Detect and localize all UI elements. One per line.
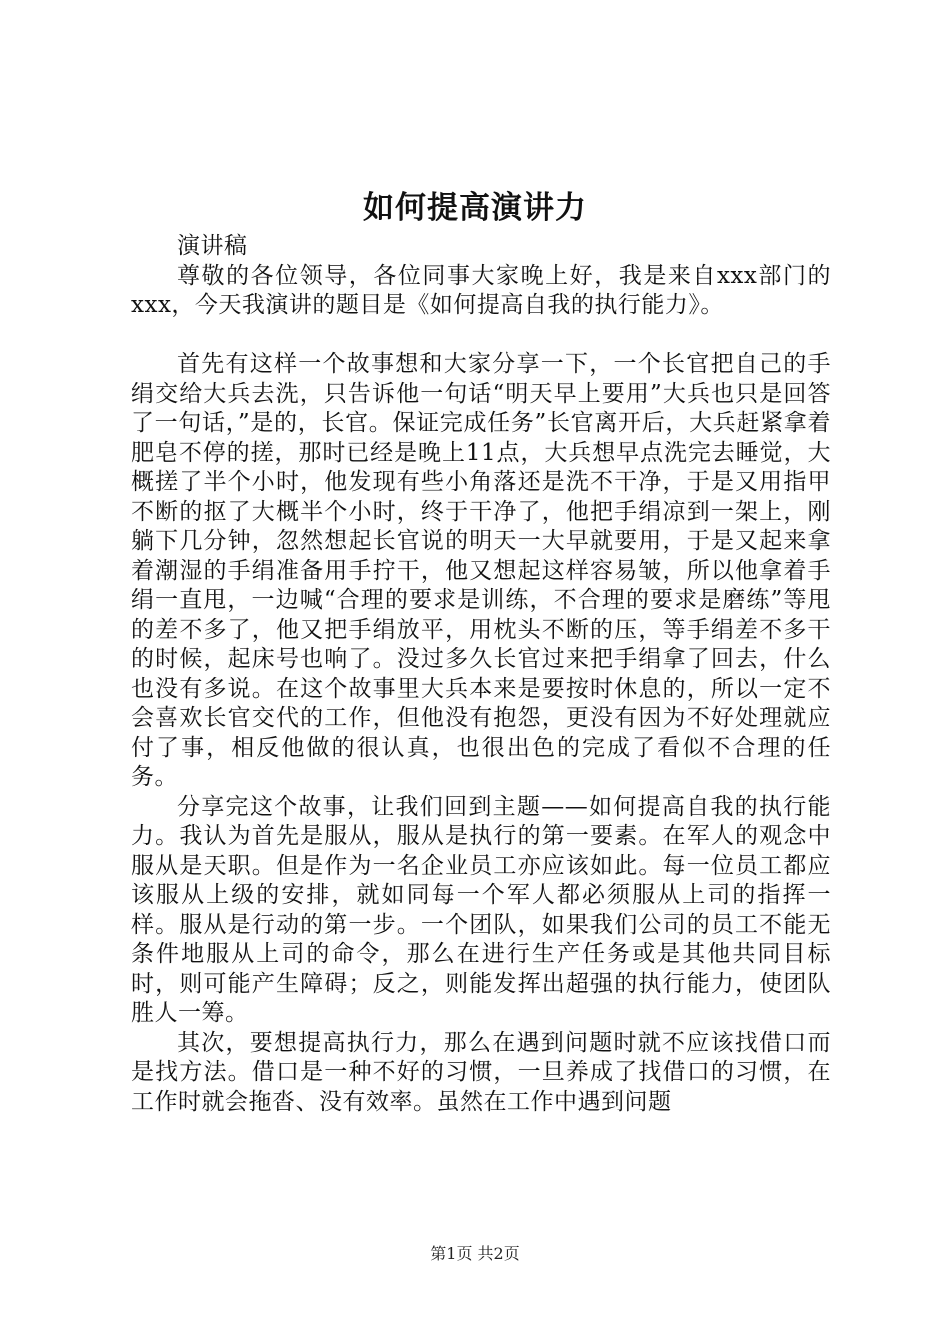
paragraph-obedience: 分享完这个故事，让我们回到主题——如何提高自我的执行能力。我认为首先是服从，服从是执行的第一要素。在军人的观念中服从是天职。但是作为一名企业员工亦应该如此。每一位员工都应该服从上级的安排，就如同每一个军人都必须服从上司的指挥一样。服从是行动的第一步。一个团队，如果我们公司的员工不能无条件地服从上司的命令，那么在进行生产任务或是其他共同目标时，则可能产生障碍；反之，则能发挥出超强的执行能力，使团队胜人一筹。 xyxy=(131,793,831,1026)
paragraph-no-excuses: 其次，要想提高执行力，那么在遇到问题时就不应该找借口而是找方法。借口是一种不好的习惯，一旦养成了找借口的习惯，在工作时就会拖沓、没有效率。虽然在工作中遇到问题 xyxy=(131,1029,831,1115)
paragraph-story: 首先有这样一个故事想和大家分享一下，一个长官把自己的手绢交给大兵去洗，只告诉他一句话“明天早上要用”大兵也只是回答了一句话，”是的，长官。保证完成任务”长官离开后，大兵赶紧拿着肥皂不停的搓，那时已经是晚上11点，大兵想早点洗完去睡觉，大概搓了半个小时，他发现有些小角落还是洗不干净，于是又用指甲不断的抠了大概半个小时，终于干净了，他把手绢凉到一架上，刚躺下几分钟，忽然想起长官说的明天一大早就要用，于是又起来拿着潮湿的手绢准备用手拧干，他又想起这样容易皱，所以他拿着手绢一直甩，一边喊“合理的要求是训练，不合理的要求是磨练”等甩的差不多了，他又把手绢放平，用枕头不断的压，等手绢差不多干的时候，起床号也响了。没过多久长官过来把手绢拿了回去，什么也没有多说。在这个故事里大兵本来是要按时休息的，所以一定不会喜欢长官交代的工作，但他没有抱怨，更没有因为不好处理就应付了事，相反他做的很认真，也很出色的完成了看似不合理的任务。 xyxy=(131,351,831,790)
paragraph-greeting: 尊敬的各位领导，各位同事大家晚上好，我是来自xxx部门的xxx，今天我演讲的题目是《如何提高自我的执行能力》。 xyxy=(131,262,831,318)
document-body xyxy=(131,232,831,1117)
page-title: 如何提高演讲力 xyxy=(363,190,587,226)
page-number-footer: 第1页 共2页 xyxy=(430,1244,520,1263)
document-label: 演讲稿 xyxy=(177,233,248,259)
